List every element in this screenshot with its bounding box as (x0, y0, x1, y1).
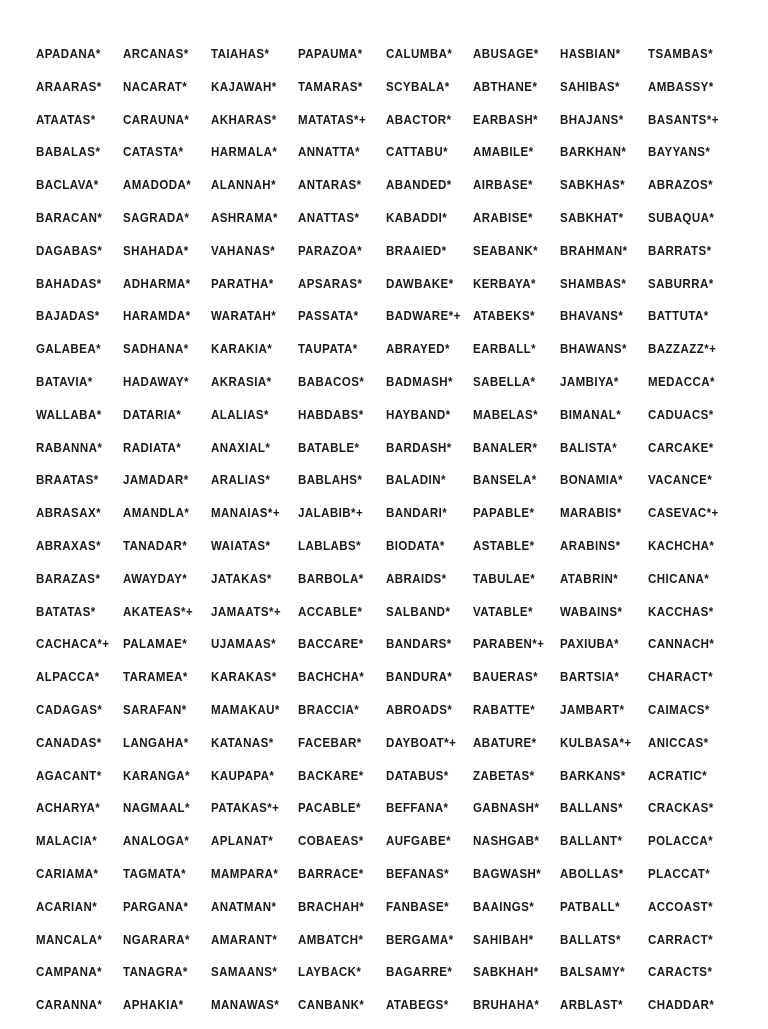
word-entry: BALSAMY* (560, 965, 626, 980)
word-entry: ARABISE* (472, 210, 533, 225)
word-entry: JAMAATS*+ (210, 604, 281, 619)
word-entry: ASTABLE* (472, 538, 535, 553)
word-entry: BACKARE* (298, 768, 364, 783)
word-entry: MANAIAS*+ (210, 506, 280, 521)
word-entry: ANICCAS* (647, 735, 709, 750)
word-entry: ZABETAS* (472, 768, 535, 783)
word-entry: ABATURE* (472, 735, 537, 750)
word-entry: ABROADS* (385, 702, 452, 717)
word-entry: SEABANK* (472, 243, 538, 258)
word-entry: BASANTS*+ (647, 112, 719, 127)
word-entry: BABLAHS* (298, 473, 363, 488)
word-entry: BERGAMA* (385, 932, 454, 947)
word-entry: CATASTA* (123, 145, 184, 160)
word-entry: WARATAH* (210, 309, 277, 324)
word-entry: ACARIAN* (36, 899, 98, 914)
word-entry: FACEBAR* (298, 735, 362, 750)
word-entry: WALLABA* (36, 407, 102, 422)
word-entry: ARALIAS* (210, 473, 271, 488)
word-entry: SABELLA* (472, 374, 536, 389)
word-entry: POLACCA* (647, 834, 713, 849)
word-entry: BAGARRE* (385, 965, 452, 980)
word-entry: HABDABS* (298, 407, 364, 422)
word-entry: ATABRIN* (560, 571, 619, 586)
word-entry: BALLATS* (560, 932, 622, 947)
word-entry: EARBALL* (472, 342, 537, 357)
word-entry: PARATHA* (210, 276, 274, 291)
word-entry: TAUPATA* (298, 342, 358, 357)
word-entry: ARAARAS* (36, 79, 102, 94)
word-entry: NGARARA* (123, 932, 191, 947)
word-entry: DATARIA* (123, 407, 182, 422)
word-entry: TAIAHAS* (210, 47, 270, 61)
word-entry: BAZZAZZ*+ (647, 342, 717, 357)
word-entry: PACABLE* (298, 801, 362, 816)
word-entry: CATTABU* (385, 145, 448, 160)
word-entry: PARABEN*+ (472, 637, 545, 652)
word-entry: PARGANA* (123, 899, 189, 914)
word-entry: ABACTOR* (385, 112, 452, 127)
word-entry: UJAMAAS* (210, 637, 276, 652)
word-entry: CARACTS* (647, 965, 713, 980)
word-entry: ABRAYED* (385, 342, 450, 357)
word-entry: SHAMBAS* (560, 276, 627, 291)
word-entry: RADIATA* (123, 440, 182, 455)
word-entry: BARTSIA* (560, 670, 620, 685)
word-entry: BALISTA* (560, 440, 618, 455)
word-entry: CARRACT* (647, 932, 713, 947)
word-entry: BAAINGS* (472, 899, 535, 914)
word-entry: AKATEAS*+ (123, 604, 194, 619)
word-entry: ABUSAGE* (472, 47, 539, 61)
word-entry: BATABLE* (298, 440, 360, 455)
word-entry: KATANAS* (210, 735, 274, 750)
word-entry: AKRASIA* (210, 374, 272, 389)
word-entry: MANAWAS* (210, 998, 280, 1013)
word-entry: MAMPARA* (210, 866, 279, 881)
word-entry: ATABEKS* (472, 309, 535, 324)
word-entry: SAGRADA* (123, 210, 190, 225)
word-entry: BRAAIED* (385, 243, 447, 258)
word-entry: ALANNAH* (210, 178, 276, 193)
word-entry: BACLAVA* (36, 178, 99, 193)
word-entry: BACHCHA* (298, 670, 365, 685)
word-entry: SABKHAH* (472, 965, 539, 980)
word-entry: CAIMACS* (647, 702, 710, 717)
word-entry: MATATAS*+ (298, 112, 367, 127)
word-entry: BANALER* (472, 440, 538, 455)
word-entry: BALADIN* (385, 473, 446, 488)
word-entry: AGACANT* (36, 768, 102, 783)
word-entry: AIRBASE* (472, 178, 533, 193)
word-entry: AWAYDAY* (123, 571, 188, 586)
word-entry: ANTARAS* (298, 178, 362, 193)
word-entry: BEFFANA* (385, 801, 449, 816)
word-entry: BANDARS* (385, 637, 452, 652)
word-entry: MABELAS* (472, 407, 538, 422)
word-entry: JALABIB*+ (298, 506, 364, 521)
word-entry: RABATTE* (472, 702, 536, 717)
word-entry: MANCALA* (36, 932, 103, 947)
word-entry: HASBIAN* (560, 47, 621, 61)
word-entry: ABRASAX* (36, 506, 102, 521)
word-entry: DAWBAKE* (385, 276, 454, 291)
word-entry: AMBASSY* (647, 79, 714, 94)
word-entry: BARAZAS* (36, 571, 101, 586)
word-entry: HAYBAND* (385, 407, 451, 422)
word-entry: BAHADAS* (36, 276, 102, 291)
word-entry: PASSATA* (298, 309, 359, 324)
word-entry: SAHIBAS* (560, 79, 621, 94)
word-entry: BHAWANS* (560, 342, 628, 357)
word-entry: CHARACT* (647, 670, 713, 685)
word-entry: ABTHANE* (472, 79, 538, 94)
word-entry: KARAKIA* (210, 342, 272, 357)
word-entry: BARKANS* (560, 768, 627, 783)
word-entry: LANGAHA* (123, 735, 190, 750)
word-entry: AMBATCH* (298, 932, 364, 947)
word-entry: BRACCIA* (298, 702, 360, 717)
word-entry: KACHCHA* (647, 538, 715, 553)
word-entry: BIMANAL* (560, 407, 622, 422)
word-entry: TANADAR* (123, 538, 188, 553)
word-entry: GALABEA* (36, 342, 102, 357)
word-entry: TARAMEA* (123, 670, 189, 685)
word-entry: NASHGAB* (472, 834, 540, 849)
word-entry: WAIATAS* (210, 538, 271, 553)
word-entry: ALPACCA* (36, 670, 100, 685)
word-entry: ANATTAS* (298, 210, 360, 225)
word-entry: BONAMIA* (560, 473, 624, 488)
word-entry: DAYBOAT*+ (385, 735, 456, 750)
word-entry: TAGMATA* (123, 866, 187, 881)
word-entry: AMANDLA* (123, 506, 190, 521)
word-entry: SABURRA* (647, 276, 714, 291)
word-entry: BAUERAS* (472, 670, 538, 685)
word-entry: PARAZOA* (298, 243, 363, 258)
word-entry: AMARANT* (210, 932, 278, 947)
word-entry: PATAKAS*+ (210, 801, 280, 816)
word-entry: PAXIUBA* (560, 637, 620, 652)
word-entry: SUBAQUA* (647, 210, 715, 225)
word-entry: NAGMAAL* (123, 801, 191, 816)
word-entry: ABRAZOS* (647, 178, 713, 193)
word-entry: PAPABLE* (472, 506, 535, 521)
word-entry: ABRAIDS* (385, 571, 447, 586)
word-entry: SCYBALA* (385, 79, 450, 94)
word-entry: WABAINS* (560, 604, 623, 619)
word-entry: BRAHMAN* (560, 243, 628, 258)
word-entry: MALACIA* (36, 834, 98, 849)
word-entry: BANDURA* (385, 670, 452, 685)
word-entry: BACCARE* (298, 637, 364, 652)
word-entry: CANBANK* (298, 998, 365, 1013)
word-entry: BIODATA* (385, 538, 445, 553)
word-entry: SABKHAT* (560, 210, 624, 225)
word-entry: TSAMBAS* (647, 47, 713, 61)
word-entry: EARBASH* (472, 112, 538, 127)
word-entry: AMABILE* (472, 145, 534, 160)
word-entry: KAUPAPA* (210, 768, 275, 783)
word-entry: BADMASH* (385, 374, 453, 389)
word-entry: CARAUNA* (123, 112, 190, 127)
word-entry: CHADDAR* (647, 998, 715, 1013)
word-entry: BRACHAH* (298, 899, 365, 914)
word-entry: DAGABAS* (36, 243, 103, 258)
word-entry: APLANAT* (210, 834, 274, 849)
word-entry: JAMBIYA* (560, 374, 620, 389)
word-entry: KAJAWAH* (210, 79, 277, 94)
word-entry: ACCOAST* (647, 899, 713, 914)
word-entry: ARBLAST* (560, 998, 624, 1013)
word-entry: BARDASH* (385, 440, 452, 455)
word-entry: CACHACA*+ (36, 637, 110, 652)
word-entry: SARAFAN* (123, 702, 188, 717)
word-entry: BHAVANS* (560, 309, 624, 324)
word-entry: TANAGRA* (123, 965, 189, 980)
word-entry: HADAWAY* (123, 374, 190, 389)
word-entry: BALLANS* (560, 801, 624, 816)
word-entry: TABULAE* (472, 571, 536, 586)
word-entry: VACANCE* (647, 473, 712, 488)
word-entry: TAMARAS* (298, 79, 363, 94)
word-entry: SALBAND* (385, 604, 450, 619)
word-entry: ACHARYA* (36, 801, 101, 816)
word-entry: CAMPANA* (36, 965, 103, 980)
word-entry: ACRATIC* (647, 768, 707, 783)
word-entry: BHAJANS* (560, 112, 625, 127)
word-entry: BATATAS* (36, 604, 96, 619)
word-entry: MARABIS* (560, 506, 623, 521)
word-entry: NACARAT* (123, 79, 188, 94)
word-entry: SADHANA* (123, 342, 190, 357)
word-entry: APHAKIA* (123, 998, 184, 1013)
word-entry: PAPAUMA* (298, 47, 363, 61)
word-entry: BRUHAHA* (472, 998, 540, 1013)
word-entry: ALALIAS* (210, 407, 269, 422)
word-entry: MEDACCA* (647, 374, 715, 389)
word-entry: BABACOS* (298, 374, 365, 389)
word-entry: CARANNA* (36, 998, 103, 1013)
word-entry: SAHIBAH* (472, 932, 534, 947)
word-entry: BARBOLA* (298, 571, 364, 586)
word-entry: HARMALA* (210, 145, 278, 160)
word-entry: CALUMBA* (385, 47, 452, 61)
word-entry: PLACCAT* (647, 866, 710, 881)
word-entry: BARACAN* (36, 210, 103, 225)
word-list-grid (36, 45, 768, 1029)
word-entry: CARCAKE* (647, 440, 714, 455)
word-entry: ARABINS* (560, 538, 621, 553)
word-entry: ABOLLAS* (560, 866, 625, 881)
word-entry: DATABUS* (385, 768, 449, 783)
word-entry: CANADAS* (36, 735, 102, 750)
word-entry: FANBASE* (385, 899, 449, 914)
word-entry: BARRATS* (647, 243, 712, 258)
word-entry: KERBAYA* (472, 276, 536, 291)
word-entry: PALAMAE* (123, 637, 188, 652)
word-entry: ABRAXAS* (36, 538, 102, 553)
word-entry: LABLABS* (298, 538, 362, 553)
word-entry: KABADDI* (385, 210, 447, 225)
word-entry: COBAEAS* (298, 834, 364, 849)
word-entry: JAMADAR* (123, 473, 190, 488)
word-entry: BAJADAS* (36, 309, 100, 324)
word-entry: BATTUTA* (647, 309, 709, 324)
word-entry: ATABEGS* (385, 998, 449, 1013)
word-entry: BANDARI* (385, 506, 447, 521)
word-entry: CASEVAC*+ (647, 506, 719, 521)
word-entry: CANNACH* (647, 637, 715, 652)
word-entry: RABANNA* (36, 440, 103, 455)
word-entry: BABALAS* (36, 145, 101, 160)
word-entry: ACCABLE* (298, 604, 363, 619)
word-entry: BAYYANS* (647, 145, 711, 160)
word-entry: BANSELA* (472, 473, 537, 488)
word-entry: VAHANAS* (210, 243, 275, 258)
word-entry: ANATMAN* (210, 899, 277, 914)
word-entry: BALLANT* (560, 834, 623, 849)
word-entry: BATAVIA* (36, 374, 93, 389)
word-entry: KARAKAS* (210, 670, 277, 685)
word-entry: BADWARE*+ (385, 309, 461, 324)
word-entry: HARAMDA* (123, 309, 191, 324)
word-entry: CARIAMA* (36, 866, 99, 881)
word-entry: JATAKAS* (210, 571, 272, 586)
word-entry: VATABLE* (472, 604, 533, 619)
word-entry: ATAATAS* (36, 112, 96, 127)
word-entry: AMADODA* (123, 178, 192, 193)
word-entry: ARCANAS* (123, 47, 190, 61)
word-entry: KARANGA* (123, 768, 191, 783)
word-entry: ABANDED* (385, 178, 452, 193)
word-entry: ANAXIAL* (210, 440, 271, 455)
word-entry: SAMAANS* (210, 965, 278, 980)
word-entry: LAYBACK* (298, 965, 362, 980)
word-entry: BAGWASH* (472, 866, 542, 881)
word-entry: CRACKAS* (647, 801, 714, 816)
word-entry: CHICANA* (647, 571, 709, 586)
word-entry: BARRACE* (298, 866, 364, 881)
word-entry: KACCHAS* (647, 604, 714, 619)
word-entry: ASHRAMA* (210, 210, 278, 225)
word-entry: AUFGABE* (385, 834, 451, 849)
word-entry: KULBASA*+ (560, 735, 632, 750)
word-entry: APADANA* (36, 47, 101, 61)
word-entry: SABKHAS* (560, 178, 626, 193)
word-entry: ANNATTA* (298, 145, 361, 160)
word-entry: ADHARMA* (123, 276, 191, 291)
word-entry: BEFANAS* (385, 866, 449, 881)
word-entry: JAMBART* (560, 702, 625, 717)
word-entry: BARKHAN* (560, 145, 627, 160)
word-entry: MAMAKAU* (210, 702, 280, 717)
word-entry: AKHARAS* (210, 112, 277, 127)
word-entry: GABNASH* (472, 801, 540, 816)
word-entry: BRAATAS* (36, 473, 99, 488)
word-entry: CADAGAS* (36, 702, 103, 717)
word-entry: ANALOGA* (123, 834, 190, 849)
word-entry: PATBALL* (560, 899, 621, 914)
word-entry: CADUACS* (647, 407, 714, 422)
word-entry: APSARAS* (298, 276, 363, 291)
word-entry: SHAHADA* (123, 243, 190, 258)
